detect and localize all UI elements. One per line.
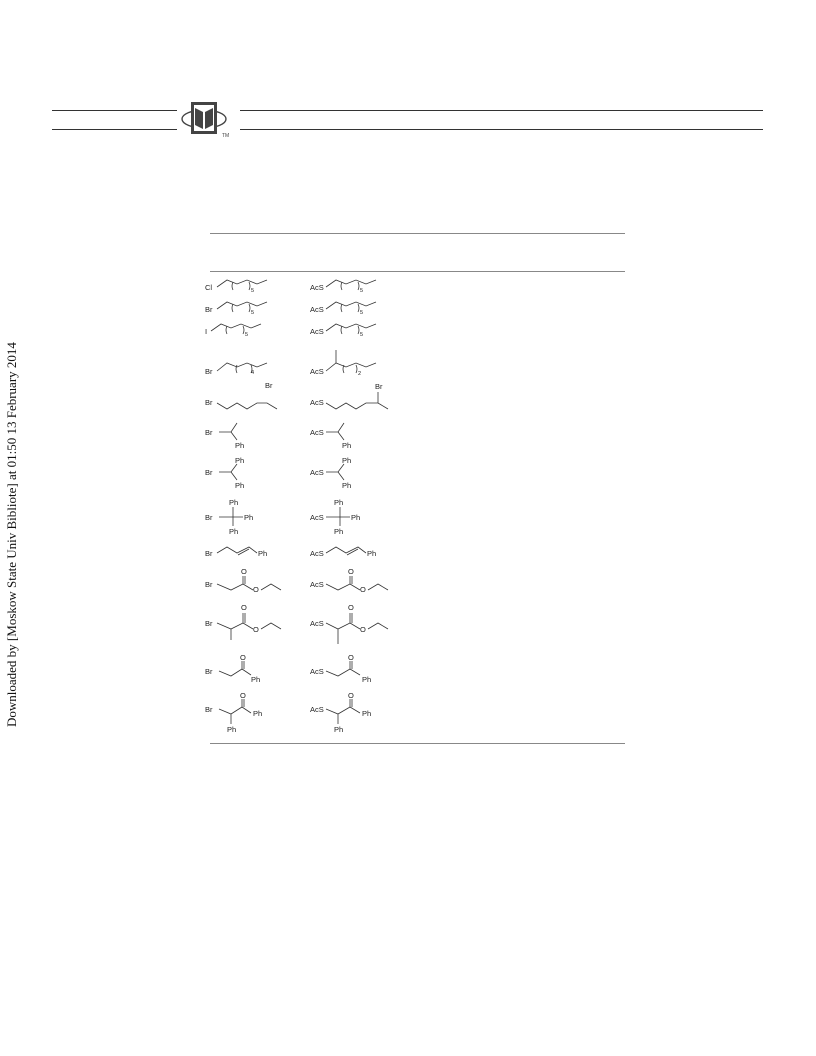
reactant-structure — [205, 456, 244, 490]
phenyl-label: Ph — [258, 549, 268, 558]
phenyl-label: Ph — [342, 481, 352, 490]
publisher-logo-icon — [181, 100, 231, 140]
thioacetate-label: AcS — [310, 667, 324, 676]
leaving-group-label: Br — [205, 305, 213, 314]
phenyl-label: Ph — [362, 709, 372, 718]
leaving-group-label: Br — [205, 705, 213, 714]
reactant-structure — [205, 653, 260, 684]
ester-oxygen-label: O — [253, 585, 259, 594]
thioacetate-label: AcS — [310, 428, 324, 437]
table-row — [205, 691, 371, 734]
product-structure — [310, 280, 376, 294]
table-row — [205, 498, 360, 536]
leaving-group-label: Br — [205, 549, 213, 558]
reaction-table-structures — [205, 272, 405, 744]
reactant-structure — [205, 691, 262, 734]
reactant-structure — [205, 603, 281, 640]
repeat-count-label: 5 — [360, 310, 364, 316]
thioacetate-label: AcS — [310, 367, 324, 376]
phenyl-label: Ph — [342, 456, 352, 465]
reactant-structure — [205, 423, 244, 450]
reactant-structure — [205, 324, 261, 338]
phenyl-label: Ph — [235, 481, 245, 490]
leaving-group-label: Br — [205, 513, 213, 522]
reactant-structure — [205, 381, 277, 409]
leaving-group-label: Br — [205, 667, 213, 676]
repeat-count-label: 2 — [358, 371, 362, 377]
product-structure — [310, 567, 388, 594]
carbonyl-oxygen-label: O — [240, 691, 246, 700]
repeat-count-label: 5 — [245, 332, 249, 338]
phenyl-label: Ph — [342, 441, 352, 450]
reactant-structure — [205, 567, 281, 594]
leaving-group-label: Cl — [205, 283, 213, 292]
table-row — [205, 324, 376, 338]
ester-oxygen-label: O — [253, 625, 259, 634]
download-watermark: Downloaded by [Moskow State Univ Bibliote] at 01:50 13 February 2014 — [4, 342, 19, 727]
thioacetate-label: AcS — [310, 580, 324, 589]
leaving-group-label: Br — [205, 367, 213, 376]
phenyl-label: Ph — [367, 549, 377, 558]
carbonyl-oxygen-label: O — [241, 603, 247, 612]
reactant-structure — [205, 498, 253, 536]
product-structure — [310, 350, 376, 377]
table-top-rule — [210, 233, 625, 234]
product-structure — [310, 691, 371, 734]
phenyl-label: Ph — [334, 498, 344, 507]
phenyl-label: Ph — [235, 441, 245, 450]
phenyl-label: Ph — [244, 513, 254, 522]
product-structure — [310, 547, 376, 558]
reactant-structure — [205, 302, 267, 316]
thioacetate-label: AcS — [310, 705, 324, 714]
carbonyl-oxygen-label: O — [348, 653, 354, 662]
phenyl-label: Ph — [229, 527, 239, 536]
trademark-label: TM — [222, 133, 230, 139]
repeat-count-label: 5 — [360, 332, 364, 338]
header-rule-top-left — [52, 110, 177, 111]
thioacetate-label: AcS — [310, 398, 324, 407]
phenyl-label: Ph — [227, 725, 237, 734]
thioacetate-label: AcS — [310, 468, 324, 477]
thioacetate-label: AcS — [310, 305, 324, 314]
leaving-group-label: Br — [205, 428, 213, 437]
phenyl-label: Ph — [229, 498, 239, 507]
table-row — [205, 302, 376, 316]
leaving-group-label: Br — [205, 398, 213, 407]
leaving-group-label: Br — [205, 619, 213, 628]
product-structure — [310, 423, 351, 450]
phenyl-label: Ph — [351, 513, 361, 522]
reactant-structure — [205, 280, 267, 294]
repeat-count-label: 5 — [360, 288, 364, 294]
phenyl-label: Ph — [362, 675, 372, 684]
product-structure — [310, 324, 376, 338]
thioacetate-label: AcS — [310, 283, 324, 292]
product-structure — [310, 498, 360, 536]
bromo-substituent-label: Br — [375, 382, 383, 391]
phenyl-label: Ph — [253, 709, 263, 718]
header-rule-top-right — [240, 110, 763, 111]
table-row — [205, 350, 376, 377]
repeat-count-label: 4 — [251, 370, 255, 376]
leaving-group-label: Br — [205, 468, 213, 477]
table-row — [205, 567, 388, 594]
bromo-substituent-label: Br — [265, 381, 273, 390]
ester-oxygen-label: O — [360, 625, 366, 634]
carbonyl-oxygen-label: O — [241, 567, 247, 576]
product-structure — [310, 603, 388, 644]
product-structure — [310, 653, 371, 684]
header-rule-bottom-left — [52, 129, 177, 130]
carbonyl-oxygen-label: O — [348, 603, 354, 612]
phenyl-label: Ph — [334, 527, 344, 536]
thioacetate-label: AcS — [310, 549, 324, 558]
carbonyl-oxygen-label: O — [240, 653, 246, 662]
table-row — [205, 423, 351, 450]
table-row — [205, 603, 388, 644]
ester-oxygen-label: O — [360, 585, 366, 594]
table-row — [205, 381, 388, 409]
header-rule-bottom-right — [240, 129, 763, 130]
product-structure — [310, 302, 376, 316]
phenyl-label: Ph — [235, 456, 245, 465]
phenyl-label: Ph — [251, 675, 261, 684]
repeat-count-label: 5 — [251, 288, 255, 294]
leaving-group-label: Br — [205, 580, 213, 589]
reactant-structure — [205, 547, 267, 558]
phenyl-label: Ph — [334, 725, 344, 734]
thioacetate-label: AcS — [310, 513, 324, 522]
carbonyl-oxygen-label: O — [348, 691, 354, 700]
table-row — [205, 547, 376, 558]
table-row — [205, 456, 351, 490]
carbonyl-oxygen-label: O — [348, 567, 354, 576]
thioacetate-label: AcS — [310, 619, 324, 628]
reactant-structure — [205, 363, 267, 376]
table-row — [205, 280, 376, 294]
leaving-group-label: I — [205, 327, 208, 336]
repeat-count-label: 5 — [251, 310, 255, 316]
product-structure — [310, 456, 351, 490]
table-row — [205, 653, 371, 684]
thioacetate-label: AcS — [310, 327, 324, 336]
product-structure — [310, 382, 388, 409]
